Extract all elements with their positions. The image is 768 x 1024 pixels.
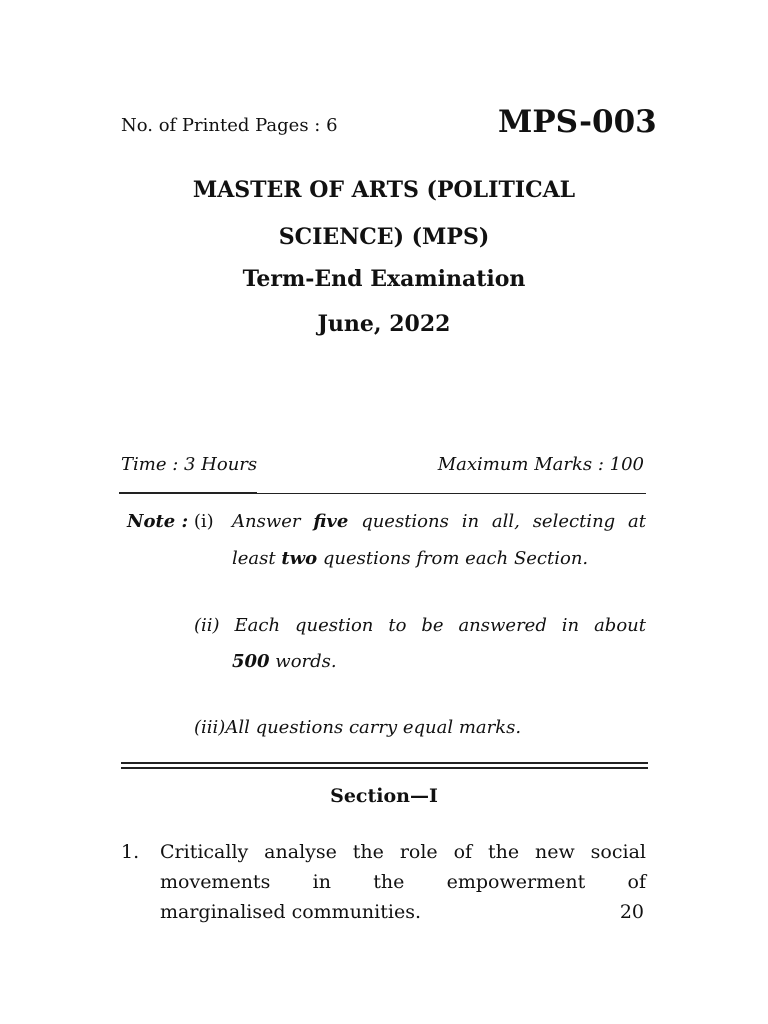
note-item-number-3: (iii) [194,717,226,738]
section-heading: Section—I [330,785,438,807]
section-divider-top [121,762,648,764]
note-item-1-text-b: questions in all, selecting at [348,511,646,532]
note-label-group [127,511,214,532]
note-item-1-line-2 [232,548,588,569]
note-item-number-1: (i) [193,511,214,532]
section-divider-bottom [121,767,648,769]
header-divider [119,493,646,494]
exam-title-line-2: SCIENCE) (MPS) [278,224,490,250]
note-label: Note : [127,511,189,532]
note-item-1-text-d: questions from each Section. [317,548,589,569]
note-item-1-bold-a: five [313,511,349,532]
question-1-line-1: Critically analyse the role of the new social [160,841,646,863]
exam-title-line-1: MASTER OF ARTS (POLITICAL [192,177,576,203]
printed-pages-count: No. of Printed Pages : 6 [121,115,338,136]
question-1-line-2: movements in the empowerment of [160,871,646,893]
question-1-marks: 20 [619,901,644,923]
note-item-2-line-2 [232,651,337,672]
note-item-3 [194,717,521,738]
note-item-1-line-1 [232,511,646,532]
note-item-2-text-a: Each question to be answered in about [234,615,646,636]
note-item-2-text-b: words. [269,651,337,672]
note-item-2-bold: 500 [232,651,270,672]
exam-duration: Time : 3 Hours [121,454,258,475]
note-item-1-bold-b: two [281,548,318,569]
note-item-1-text-c: least [232,548,282,569]
question-number: 1. [121,841,140,863]
note-item-number-2: (ii) [194,615,220,636]
note-item-3-text: All questions carry equal marks. [225,717,522,738]
note-item-1-text-a: Answer [232,511,314,532]
course-code: MPS-003 [498,104,657,140]
question-1-line-3: marginalised communities. [160,901,421,923]
exam-date: June, 2022 [317,311,451,337]
note-item-2-line-1 [194,615,646,636]
exam-type: Term-End Examination [242,266,526,292]
maximum-marks: Maximum Marks : 100 [437,454,644,475]
